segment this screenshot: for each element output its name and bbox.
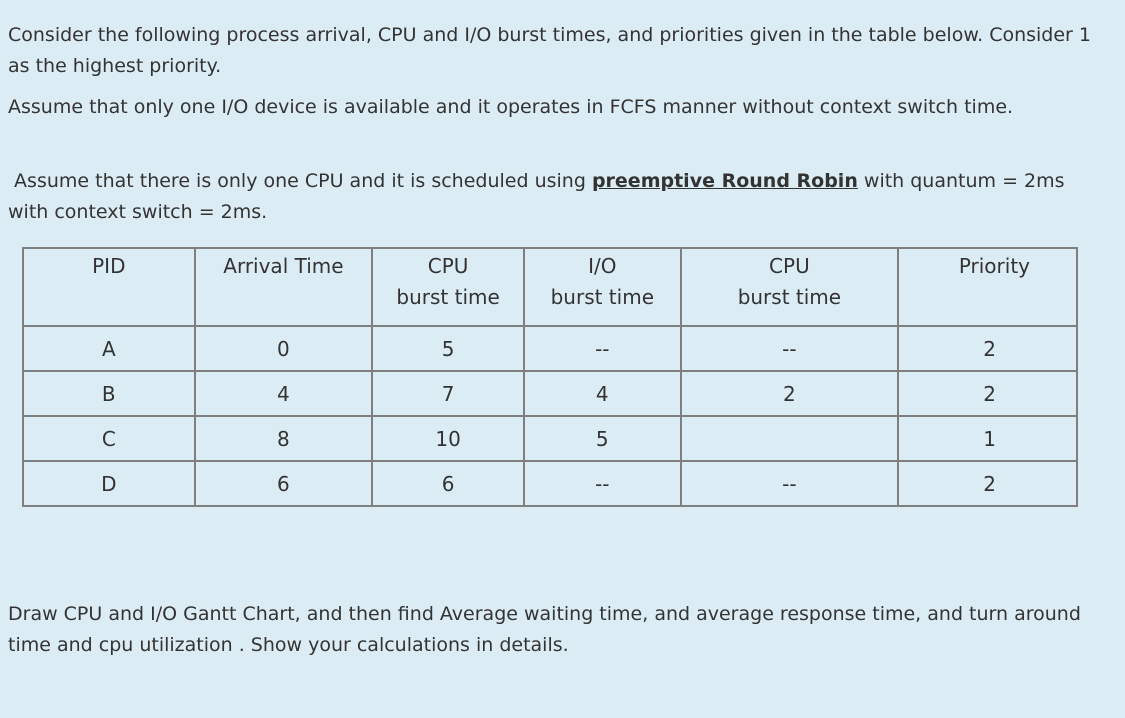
cell-arrival: 6 bbox=[195, 461, 373, 506]
cell-arrival: 8 bbox=[195, 416, 373, 461]
intro-paragraph-2: Assume that only one I/O device is available and it operates in FCFS manner without context switch time. bbox=[8, 96, 1014, 118]
cell-priority: 2 bbox=[898, 371, 1077, 416]
header-cpu-burst-2 bbox=[681, 248, 899, 326]
cell-pid: C bbox=[23, 416, 195, 461]
cell-io-burst: 5 bbox=[524, 416, 681, 461]
table-header-row bbox=[23, 248, 1077, 326]
cell-priority: 1 bbox=[898, 416, 1077, 461]
cell-io-burst: -- bbox=[524, 461, 681, 506]
paragraph-3-text-start: Assume that there is only one CPU and it is scheduled using bbox=[14, 170, 592, 192]
cell-cpu-burst-2 bbox=[681, 416, 899, 461]
cell-cpu-burst-2: -- bbox=[681, 461, 899, 506]
cell-arrival: 4 bbox=[195, 371, 373, 416]
intro-paragraph-1: Consider the following process arrival, CPU and I/O burst times, and priorities given in the table below. Consider 1 as the highest priority. bbox=[8, 24, 1091, 77]
cell-pid: A bbox=[23, 326, 195, 371]
header-cpu-burst-1-line2: burst time bbox=[396, 285, 500, 309]
table-row bbox=[23, 461, 1077, 506]
header-io-burst-line2: burst time bbox=[550, 285, 654, 309]
cell-pid: D bbox=[23, 461, 195, 506]
preemptive-round-robin-emphasis: preemptive Round Robin bbox=[591, 170, 858, 192]
intro-paragraph-3 bbox=[8, 166, 1098, 228]
cell-cpu-burst-1: 7 bbox=[372, 371, 524, 416]
header-cpu-burst-1 bbox=[372, 248, 524, 326]
header-io-burst-line1: I/O bbox=[588, 254, 617, 278]
header-priority: Priority bbox=[898, 248, 1077, 326]
header-pid: PID bbox=[23, 248, 195, 326]
cell-cpu-burst-2: -- bbox=[681, 326, 899, 371]
header-io-burst bbox=[524, 248, 681, 326]
cell-cpu-burst-1: 6 bbox=[372, 461, 524, 506]
table-row bbox=[23, 371, 1077, 416]
table-row bbox=[23, 326, 1077, 371]
table-row bbox=[23, 416, 1077, 461]
header-cpu-burst-1-line1: CPU bbox=[427, 254, 469, 278]
question-paragraph: Draw CPU and I/O Gantt Chart, and then find Average waiting time, and average response time, and turn around time and cpu utilization . Show your calculations in details. bbox=[8, 603, 1081, 656]
cell-io-burst: 4 bbox=[524, 371, 681, 416]
header-cpu-burst-2-line2: burst time bbox=[737, 285, 842, 309]
cell-cpu-burst-1: 10 bbox=[372, 416, 524, 461]
cell-priority: 2 bbox=[898, 461, 1077, 506]
paragraph-3-text-end: with quantum = 2ms with context switch = 2ms. bbox=[8, 170, 1065, 223]
header-arrival-time: Arrival Time bbox=[195, 248, 373, 326]
cell-arrival: 0 bbox=[195, 326, 373, 371]
process-table bbox=[22, 247, 1078, 507]
header-cpu-burst-2-line1: CPU bbox=[769, 254, 810, 278]
cell-cpu-burst-2: 2 bbox=[681, 371, 899, 416]
cell-priority: 2 bbox=[898, 326, 1077, 371]
cell-io-burst: -- bbox=[524, 326, 681, 371]
cell-pid: B bbox=[23, 371, 195, 416]
cell-cpu-burst-1: 5 bbox=[372, 326, 524, 371]
